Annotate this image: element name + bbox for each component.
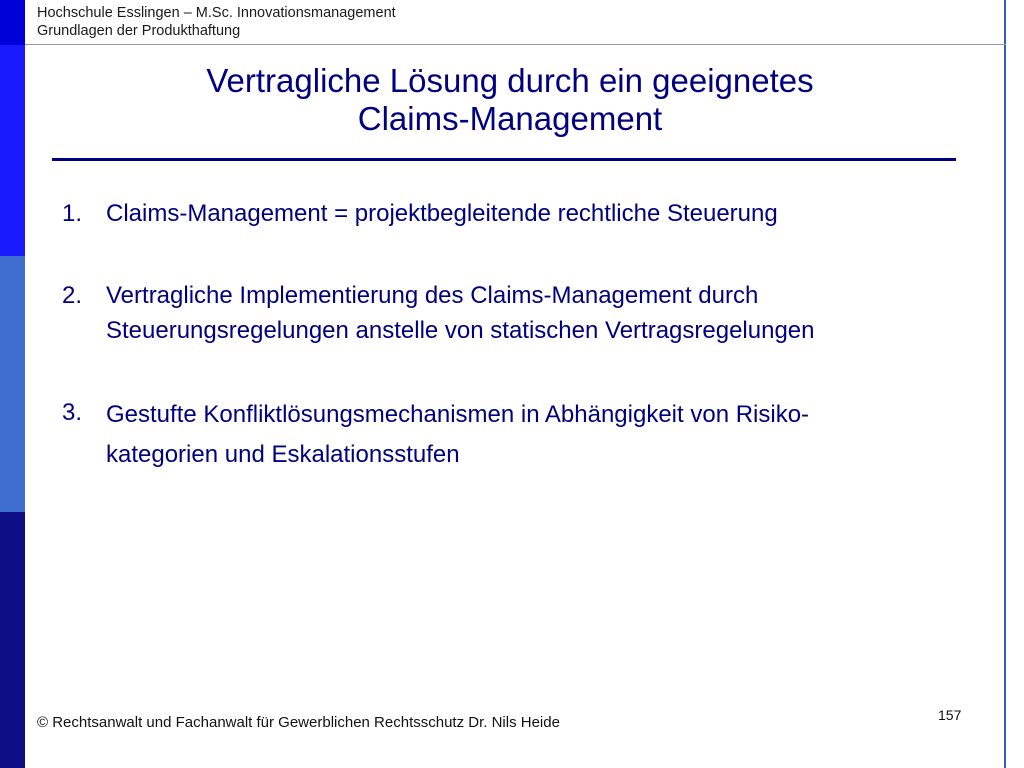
title-underline	[52, 158, 956, 161]
list-item	[62, 278, 962, 348]
side-color-bar	[0, 0, 25, 768]
list-item	[62, 196, 962, 231]
list-item	[62, 395, 962, 475]
footer-copyright: © Rechtsanwalt und Fachanwalt für Gewerblichen Rechtsschutz Dr. Nils Heide	[37, 714, 560, 731]
list-item-number: 3.	[62, 399, 83, 426]
list-item-number: 2.	[62, 282, 83, 309]
list-item-text-line-2: Steuerungsregelungen anstelle von statischen Vertragsregelungen	[106, 317, 815, 344]
list-item-number: 1.	[62, 200, 83, 227]
page-number: 157	[938, 707, 962, 723]
header-course: Grundlagen der Produkthaftung	[37, 23, 241, 39]
header-rule	[25, 44, 1006, 45]
title-line-1: Vertragliche Lösung durch ein geeignetes	[206, 62, 814, 99]
list-item-text-line-1: Vertragliche Implementierung des Claims-Management durch	[106, 282, 759, 309]
list-item-text-line-2: kategorien und Eskalationsstufen	[106, 441, 460, 468]
list-item-text-line-1: Gestufte Konfliktlösungsmechanismen in Abhängigkeit von Risiko-	[106, 401, 810, 428]
title-line-2: Claims-Management	[357, 100, 663, 137]
numbered-list	[62, 196, 962, 475]
header-institution: Hochschule Esslingen – M.Sc. Innovationsmanagement	[37, 5, 396, 21]
slide-title	[60, 62, 960, 138]
side-bar-segment-middle	[0, 256, 25, 512]
right-vertical-rule	[1004, 0, 1006, 768]
side-bar-segment-upper	[0, 45, 25, 256]
slide-header	[37, 4, 396, 40]
side-bar-segment-top	[0, 0, 25, 45]
side-bar-segment-bottom	[0, 512, 25, 768]
list-item-text: Claims-Management = projektbegleitende rechtliche Steuerung	[106, 200, 778, 227]
